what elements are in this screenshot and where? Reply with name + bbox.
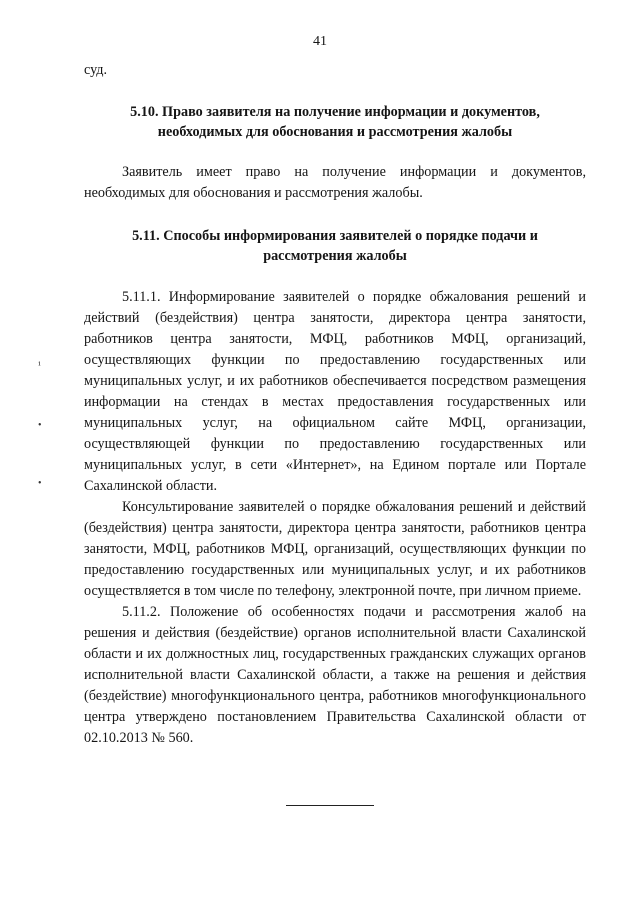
margin-mark: •	[38, 478, 42, 489]
bottom-rule	[286, 805, 374, 806]
section-5-11-heading-line1: 5.11. Способы информирования заявителей о порядке подачи и	[132, 228, 538, 244]
lead-text: суд.	[84, 62, 108, 78]
section-5-10-heading-line1: 5.10. Право заявителя на получение информации и документов,	[130, 104, 540, 120]
paragraph-consulting: Консультирование заявителей о порядке обжалования решений и действий (бездействия) центра занятости, директора центра занятости, работников центра занятости, МФЦ, работников МФЦ, организаций, осуществляющих функции по предоставлению государственных или муниципальных услуг, и их работников осуществляется в том числе по телефону, электронной почте, при личном приеме.	[84, 499, 586, 599]
section-5-11-heading-line2: рассмотрения жалобы	[263, 248, 407, 264]
section-5-10-body: Заявитель имеет право на получение информации и документов, необходимых для обоснования и рассмотрения жалобы.	[84, 164, 586, 201]
section-5-10-heading-line2: необходимых для обоснования и рассмотрения жалобы	[157, 124, 513, 140]
margin-mark: ¹	[38, 360, 41, 371]
document-body	[84, 60, 586, 749]
margin-mark: •	[38, 420, 42, 431]
paragraph-5-11-1: 5.11.1. Информирование заявителей о порядке обжалования решений и действий (бездействия) центра занятости, директора центра занятости, работников центра занятости, МФЦ, работников МФЦ, организаций, осуществляющих функции по предоставлению государственных или муниципальных услуг, и их работников обеспечивается посредством размещения информации на стендах в местах предоставления государственных или муниципальных услуг, на официальном сайте МФЦ, организации, осуществляющей функции по предоставлению государственных или муниципальных услуг, в сети «Интернет», на Едином портале или Портале Сахалинской области.	[84, 289, 586, 494]
page-number: 41	[313, 34, 327, 49]
paragraph-5-11-2: 5.11.2. Положение об особенностях подачи и рассмотрения жалоб на решения и действия (бездействие) органов исполнительной власти Сахалинской области и их должностных лиц, государственных гражданских служащих органов исполнительной власти Сахалинской области, а также на решения и действия (бездействие) многофункционального центра, работников многофункционального центра утверждено постановлением Правительства Сахалинской области от 02.10.2013 № 560.	[84, 604, 586, 746]
